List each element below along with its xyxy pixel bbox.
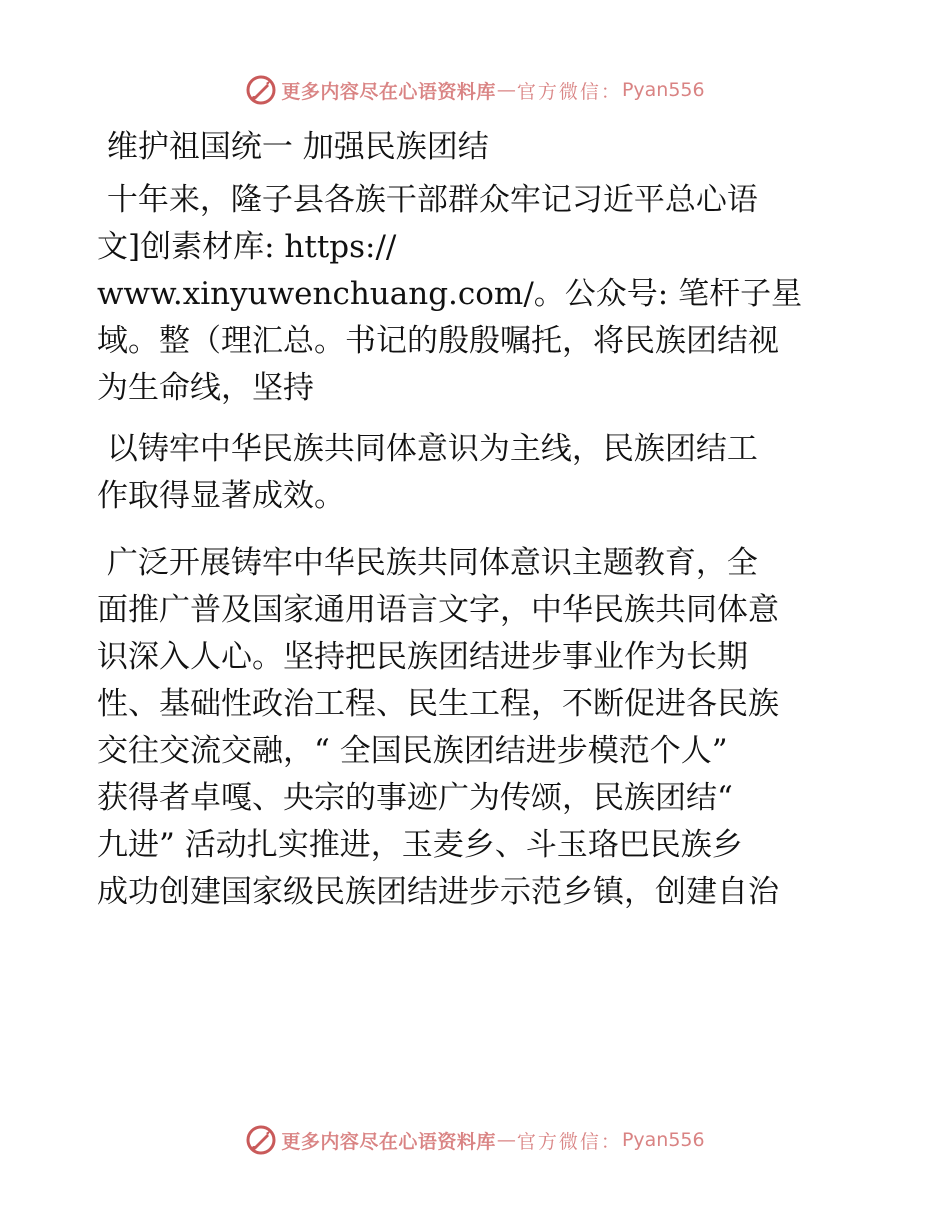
document-title: 维护祖国统一 加强民族团结 [97, 129, 489, 165]
paragraph-3-line-4: 性、基础性政治工程、民生工程，不断促进各民族 [97, 686, 779, 722]
paragraph-3-line-6: 获得者卓嘎、央宗的事迹广为传颂，民族团结“ [97, 780, 733, 816]
paragraph-1-line-1: 十年来，隆子县各族干部群众牢记习近平总心语 [97, 182, 758, 218]
feather-pen-icon [245, 74, 277, 106]
paragraph-3-line-8: 成功创建国家级民族团结进步示范乡镇，创建自治 [97, 874, 779, 910]
paragraph-1-line-3: www.xinyuwenchuang.com/。公众号: 笔杆子星 [97, 276, 803, 312]
header-watermark [0, 72, 950, 108]
paragraph-3-line-2: 面推广普及国家通用语言文字，中华民族共同体意 [97, 592, 779, 628]
watermark-main-text: 更多内容尽在心语资料库 [281, 1130, 496, 1153]
paragraph-3-line-3: 识深入人心。坚持把民族团结进步事业作为长期 [97, 639, 748, 675]
watermark-main-text: 更多内容尽在心语资料库 [281, 80, 496, 103]
paragraph-1-line-5: 为生命线，坚持 [97, 370, 314, 406]
paragraph-3-line-5: 交往交流交融，“ 全国民族团结进步模范个人” [97, 733, 728, 769]
paragraph-1-line-2: 文]创素材库: https:// [97, 229, 397, 265]
watermark-official-label: 官方微信： [516, 1130, 622, 1153]
watermark-separator: — [496, 1129, 516, 1151]
footer-watermark [0, 1122, 950, 1158]
watermark-wechat-id: Pyan556 [621, 1129, 705, 1151]
paragraph-1-line-4: 域。整（理汇总。书记的殷殷嘱托，将民族团结视 [97, 323, 779, 359]
watermark-separator: — [496, 79, 516, 101]
document-body [97, 124, 857, 916]
paragraph-2-line-1: 以铸牢中华民族共同体意识为主线，民族团结工 [97, 431, 758, 467]
watermark-wechat-id: Pyan556 [621, 79, 705, 101]
feather-pen-icon [245, 1124, 277, 1156]
paragraph-3-line-7: 九进” 活动扎实推进，玉麦乡、斗玉珞巴民族乡 [97, 827, 743, 863]
paragraph-2-line-2: 作取得显著成效。 [97, 478, 345, 514]
watermark-official-label: 官方微信： [516, 80, 622, 103]
paragraph-3-line-1: 广泛开展铸牢中华民族共同体意识主题教育，全 [97, 545, 758, 581]
